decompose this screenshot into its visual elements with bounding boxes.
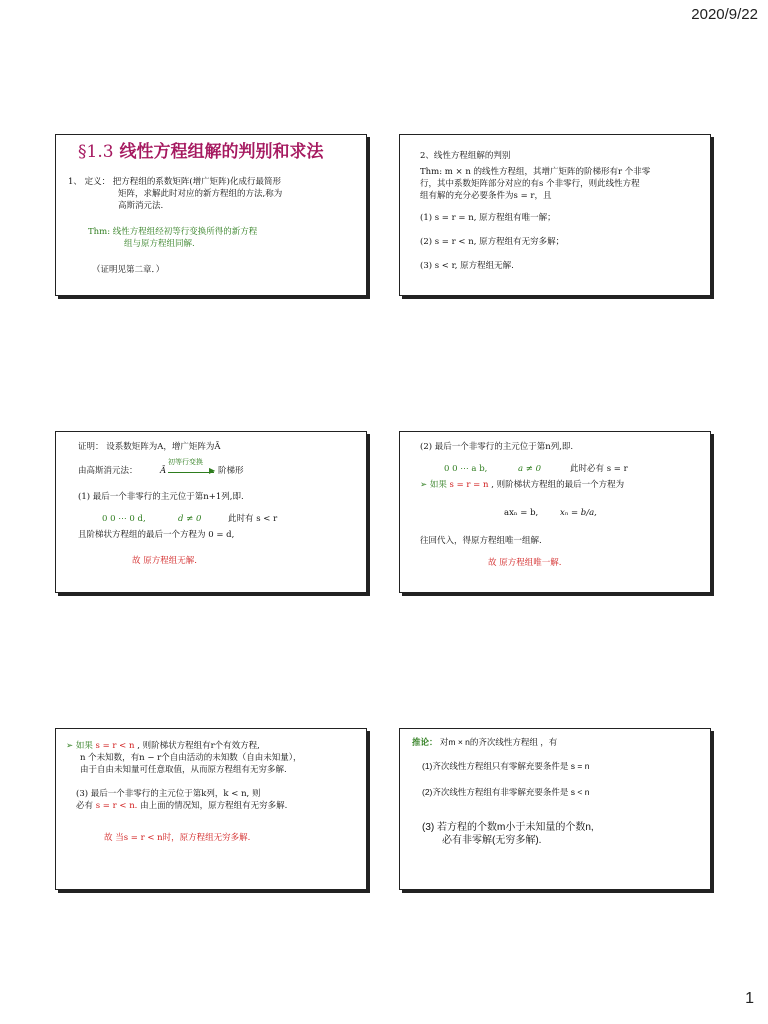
transform-arrow (168, 472, 214, 473)
augmented-matrix-symbol: Ā (160, 466, 167, 476)
condition-text: , 则阶梯状方程组的最后一个方程为 (491, 480, 625, 490)
section-number: §1.3 (78, 142, 114, 162)
slide-heading: 2、线性方程组解的判别 (420, 151, 511, 161)
row-note: 此时必有 s = r (570, 464, 628, 474)
case-1-statement: (1) 最后一个非零行的主元位于第n+1列,即. (78, 492, 244, 502)
condition-text: 由上面的情况知，原方程组有无穷多解. (140, 801, 288, 811)
slide-6 (399, 728, 711, 890)
proof-intro: 证明： 设系数矩阵为A，增广矩阵为Ā (78, 442, 221, 452)
case-3-conclusion-line (76, 801, 287, 812)
corollary-line (412, 737, 557, 748)
last-row: 0 0 ⋯ a b, (444, 464, 488, 474)
case-2: (2) s = r < n, 原方程组有无穷多解； (420, 237, 565, 247)
conclusion: 故 当s = r < n时，原方程组无穷多解. (104, 833, 251, 843)
gauss-label: 由高斯消元法： (78, 466, 138, 476)
condition-text: , 则阶梯状方程组有r个有效方程, (137, 741, 260, 751)
equation-2: xₙ = b/a, (560, 508, 597, 518)
last-row: 0 0 ⋯ 0 d, (102, 514, 146, 524)
homogeneous-case-3-line-2: 必有非零解(无穷多解). (442, 835, 542, 846)
condition-highlight: s = r < n (95, 741, 135, 751)
if-condition-line (420, 480, 624, 491)
row-condition: a ≠ 0 (518, 464, 542, 474)
infinite-case-line-3: 由于自由未知量可任意取值，从而原方程组有无穷多解. (80, 765, 287, 775)
bullet-arrow-icon: ➢ 如果 (66, 741, 93, 751)
case-1: (1) s = r = n, 原方程组有唯一解； (420, 213, 556, 223)
infinite-case-line-2: n 个未知数，有n − r个自由活动的未知数（自由未知量）， (80, 753, 302, 763)
theorem-line-1: Thm: 线性方程组经初等行变换所得的新方程 (88, 227, 258, 237)
row-operation-label: 初等行变换 (168, 458, 203, 466)
theorem-line-2: 行，其中系数矩阵部分对应的有s 个非零行，则此线性方程 (420, 179, 640, 189)
conclusion: 故 原方程组无解. (132, 556, 197, 566)
slide-5 (55, 728, 367, 890)
homogeneous-case-1: (1)齐次线性方程组只有零解充要条件是 s = n (422, 761, 590, 771)
theorem-line-3: 组有解的充分必要条件为s = r，且 (420, 191, 552, 201)
condition-highlight: s = r = n (449, 480, 489, 490)
homogeneous-case-3-line-1: (3) 若方程的个数m小于未知量的个数n, (422, 822, 594, 833)
definition-line-2: 矩阵，求解此时对应的新方程组的方法,称为 (118, 189, 283, 199)
date-header: 2020/9/22 (691, 6, 758, 23)
title-text: 线性方程组解的判别和求法 (119, 142, 324, 162)
homogeneous-case-2: (2)齐次线性方程组有非零解充要条件是 s < n (422, 787, 590, 797)
last-equation-line: 且阶梯状方程组的最后一个方程为 0 = d, (78, 530, 235, 540)
definition-line-3: 高斯消元法. (118, 201, 164, 211)
theorem-line-2: 组与原方程组同解. (124, 239, 195, 249)
definition-line-1: 1、 定义： 把方程组的系数矩阵(增广矩阵)化成行最简形 (68, 177, 281, 187)
prefix-text: 必有 (76, 801, 94, 811)
arrow-head-icon: ▶ (209, 466, 216, 475)
row-condition: d ≠ 0 (178, 514, 202, 524)
page-number: 1 (745, 990, 754, 1007)
row-note: 此时有 s < r (228, 514, 278, 524)
bullet-arrow-icon: ➢ 如果 (420, 480, 447, 490)
proof-note: （证明见第二章．） (92, 265, 165, 275)
slide-4 (399, 431, 711, 593)
echelon-label: 阶梯形 (218, 466, 244, 476)
theorem-line-1: Thm: m × n 的线性方程组，其增广矩阵的阶梯形有r 个非零 (420, 167, 651, 177)
case-3: (3) s < r, 原方程组无解. (420, 261, 514, 271)
case-3-statement: (3) 最后一个非零行的主元位于第k列，k < n, 则 (76, 789, 261, 799)
infinite-case-line-1 (66, 741, 260, 752)
slide-2 (399, 134, 711, 296)
case-2-statement: (2) 最后一个非零行的主元位于第n列,即. (420, 442, 574, 452)
corollary-text: 对m × n的齐次线性方程组 ，有 (439, 737, 558, 747)
corollary-label: 推论： (412, 737, 438, 747)
condition-highlight: s = r < n. (95, 801, 138, 811)
slide-1 (55, 134, 367, 296)
conclusion: 故 原方程组唯一解. (488, 558, 562, 568)
slide-3 (55, 431, 367, 593)
back-substitution-line: 往回代入，得原方程组唯一组解. (420, 536, 542, 546)
slide-title (78, 141, 323, 164)
equation-1: axₙ = b, (504, 508, 539, 518)
